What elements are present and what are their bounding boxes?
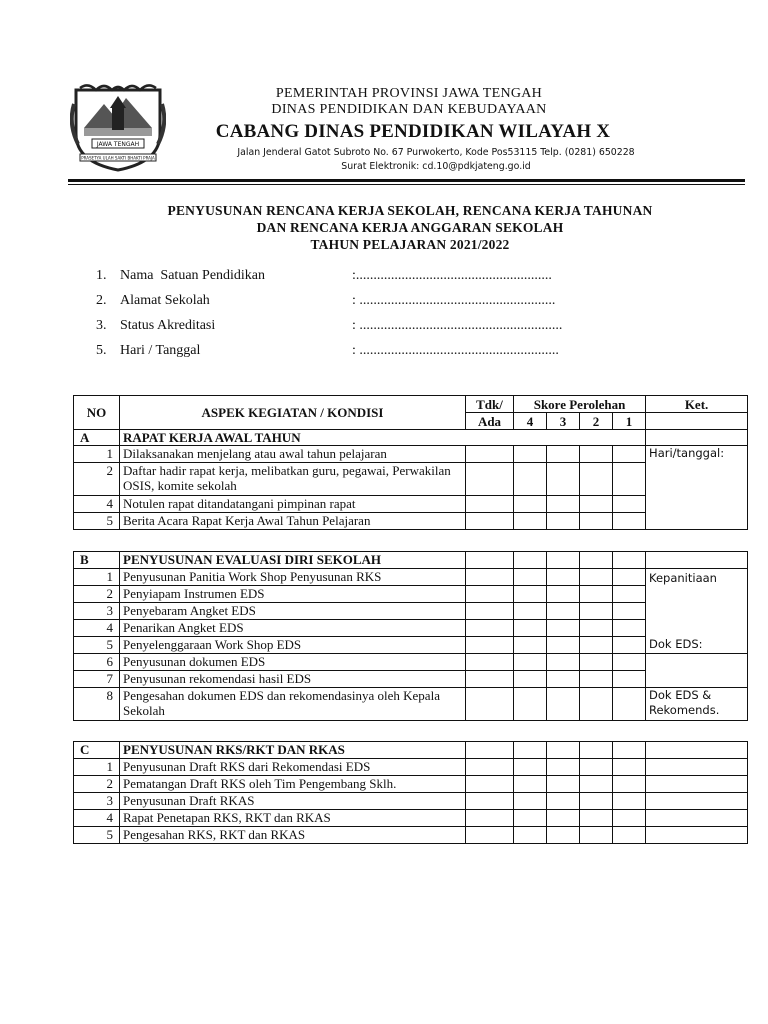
- section-title: RAPAT KERJA AWAL TAHUN: [120, 430, 646, 446]
- ket-cell[interactable]: [646, 827, 748, 844]
- assessment-table-c: [73, 741, 748, 844]
- ket-text: Kepanitiaan: [649, 571, 717, 585]
- tdk-ada-cell[interactable]: [466, 688, 514, 721]
- row-text: Rapat Penetapan RKS, RKT dan RKAS: [120, 810, 466, 827]
- ket-cell: [646, 552, 748, 569]
- ket-cell[interactable]: Dok EDS & Rekomends.: [646, 688, 748, 721]
- address-line: Jalan Jenderal Gatot Subroto No. 67 Purwokerto, Kode Pos53115 Telp. (0281) 650228: [237, 147, 635, 158]
- table-row: [74, 810, 748, 827]
- score-1-cell[interactable]: [613, 569, 646, 586]
- row-text: Pematangan Draft RKS oleh Tim Pengembang Sklh.: [120, 776, 466, 793]
- title-line-3: TAHUN PELAJARAN 2021/2022: [310, 237, 510, 252]
- tdk-ada-cell[interactable]: [466, 496, 514, 513]
- letterhead-rule-thin: [68, 184, 745, 185]
- score-1-cell: [613, 742, 646, 759]
- score-3-cell[interactable]: [547, 810, 580, 827]
- score-4-cell[interactable]: [514, 793, 547, 810]
- ket-cell: [646, 742, 748, 759]
- score-2-cell[interactable]: [580, 810, 613, 827]
- header-score-1: 1: [613, 413, 646, 430]
- score-4-cell[interactable]: [514, 496, 547, 513]
- email-line: Surat Elektronik: cd.10@pdkjateng.go.id: [341, 161, 531, 172]
- table-row: [74, 654, 748, 671]
- field-label: Nama Satuan Pendidikan: [120, 268, 266, 283]
- score-2-cell[interactable]: [580, 496, 613, 513]
- score-2-cell[interactable]: [580, 671, 613, 688]
- row-number: 5: [74, 827, 120, 844]
- section-letter: A: [74, 430, 120, 446]
- tdk-ada-cell[interactable]: [466, 654, 514, 671]
- score-2-cell[interactable]: [580, 793, 613, 810]
- row-number: 4: [74, 496, 120, 513]
- score-4-cell[interactable]: [514, 810, 547, 827]
- tdk-ada-cell[interactable]: [466, 759, 514, 776]
- score-3-cell[interactable]: [547, 776, 580, 793]
- table-row: [74, 759, 748, 776]
- row-text: Pengesahan RKS, RKT dan RKAS: [120, 827, 466, 844]
- score-4-cell[interactable]: [514, 446, 547, 463]
- score-2-cell[interactable]: [580, 654, 613, 671]
- score-4-cell[interactable]: [514, 603, 547, 620]
- tdk-ada-cell[interactable]: [466, 603, 514, 620]
- score-3-cell[interactable]: [547, 513, 580, 530]
- ket-cell[interactable]: [646, 759, 748, 776]
- ket-text: Dok EDS:: [649, 637, 703, 651]
- tdk-ada-cell: [466, 742, 514, 759]
- score-2-cell[interactable]: [580, 759, 613, 776]
- row-text: Penyusunan dokumen EDS: [120, 654, 466, 671]
- score-2-cell: [580, 742, 613, 759]
- tdk-ada-cell[interactable]: [466, 810, 514, 827]
- table-header-row: [74, 396, 748, 413]
- row-number: 2: [74, 463, 120, 496]
- header-skore: Skore Perolehan: [514, 396, 646, 413]
- score-3-cell[interactable]: [547, 446, 580, 463]
- row-text: Berita Acara Rapat Kerja Awal Tahun Pelajaran: [120, 513, 466, 530]
- score-4-cell[interactable]: [514, 671, 547, 688]
- score-2-cell[interactable]: [580, 620, 613, 637]
- header-score-3: 3: [547, 413, 580, 430]
- row-number: 3: [74, 603, 120, 620]
- score-1-cell[interactable]: [613, 586, 646, 603]
- title-line-2: DAN RENCANA KERJA ANGGARAN SEKOLAH: [256, 220, 564, 235]
- header-score-4: 4: [514, 413, 547, 430]
- score-1-cell[interactable]: [613, 463, 646, 496]
- row-text: Notulen rapat ditandatangani pimpinan rapat: [120, 496, 466, 513]
- score-1-cell[interactable]: [613, 620, 646, 637]
- row-number: 4: [74, 810, 120, 827]
- row-text: Pengesahan dokumen EDS dan rekomendasinya oleh Kepala Sekolah: [120, 688, 466, 721]
- score-2-cell[interactable]: [580, 446, 613, 463]
- field-number: 3.: [96, 318, 107, 333]
- tdk-ada-cell: [466, 552, 514, 569]
- ket-cell[interactable]: [646, 810, 748, 827]
- score-1-cell[interactable]: [613, 759, 646, 776]
- field-number: 2.: [96, 293, 107, 308]
- score-2-cell[interactable]: [580, 569, 613, 586]
- tdk-ada-cell[interactable]: [466, 671, 514, 688]
- row-number: 7: [74, 671, 120, 688]
- header-aspek: ASPEK KEGIATAN / KONDISI: [120, 396, 466, 430]
- score-3-cell[interactable]: [547, 586, 580, 603]
- score-2-cell[interactable]: [580, 463, 613, 496]
- document-title: [60, 202, 760, 253]
- tdk-ada-cell[interactable]: [466, 827, 514, 844]
- row-number: 5: [74, 637, 120, 654]
- score-3-cell: [547, 742, 580, 759]
- field-value[interactable]: :........................................................: [352, 268, 552, 283]
- row-text: Dilaksanakan menjelang atau awal tahun pelajaran: [120, 446, 466, 463]
- score-3-cell[interactable]: [547, 759, 580, 776]
- score-1-cell[interactable]: [613, 446, 646, 463]
- agency-name: DINAS PENDIDIKAN DAN KEBUDAYAAN: [271, 102, 547, 117]
- score-4-cell[interactable]: [514, 569, 547, 586]
- score-3-cell[interactable]: [547, 654, 580, 671]
- title-line-1: PENYUSUNAN RENCANA KERJA SEKOLAH, RENCANA KERJA TAHUNAN: [167, 203, 653, 218]
- field-label: Alamat Sekolah: [120, 293, 210, 308]
- field-value[interactable]: : .........................................................: [352, 343, 559, 358]
- section-letter: C: [74, 742, 120, 759]
- score-4-cell: [514, 552, 547, 569]
- score-1-cell[interactable]: [613, 637, 646, 654]
- row-text: Penyusunan Draft RKAS: [120, 793, 466, 810]
- tdk-ada-cell[interactable]: [466, 637, 514, 654]
- logo-text: JAWA TENGAH: [96, 141, 140, 148]
- score-4-cell[interactable]: [514, 513, 547, 530]
- row-text: Penyusunan rekomendasi hasil EDS: [120, 671, 466, 688]
- table-row: [74, 827, 748, 844]
- field-label: Status Akreditasi: [120, 318, 216, 333]
- ket-cell[interactable]: [646, 793, 748, 810]
- score-3-cell[interactable]: [547, 496, 580, 513]
- score-1-cell[interactable]: [613, 671, 646, 688]
- table-row: [74, 793, 748, 810]
- table-row: [74, 569, 748, 586]
- score-2-cell[interactable]: [580, 637, 613, 654]
- score-2-cell[interactable]: [580, 513, 613, 530]
- score-1-cell: [613, 552, 646, 569]
- ket-cell[interactable]: [646, 654, 748, 688]
- ket-cell-kepanitiaan[interactable]: [646, 569, 748, 654]
- field-value[interactable]: : ........................................................: [352, 293, 556, 308]
- field-label: Hari / Tanggal: [120, 343, 201, 358]
- table-row: [74, 776, 748, 793]
- score-3-cell[interactable]: [547, 637, 580, 654]
- tdk-ada-cell[interactable]: [466, 776, 514, 793]
- section-header-row: [74, 742, 748, 759]
- score-2-cell[interactable]: [580, 586, 613, 603]
- logo-motto: PRASETYA ULAH SAKTI BHAKTI PRAJA: [81, 155, 155, 161]
- row-number: 3: [74, 793, 120, 810]
- score-2-cell[interactable]: [580, 688, 613, 721]
- header-ket-blank: [646, 413, 748, 430]
- score-3-cell[interactable]: [547, 620, 580, 637]
- score-4-cell[interactable]: [514, 620, 547, 637]
- score-4-cell[interactable]: [514, 759, 547, 776]
- score-2-cell[interactable]: [580, 827, 613, 844]
- row-text: Penyusunan Panitia Work Shop Penyusunan RKS: [120, 569, 466, 586]
- ket-cell: [646, 430, 748, 446]
- score-2-cell: [580, 552, 613, 569]
- ket-cell[interactable]: Hari/tanggal:: [646, 446, 748, 530]
- section-header-row: [74, 552, 748, 569]
- score-3-cell: [547, 552, 580, 569]
- tdk-ada-cell[interactable]: [466, 446, 514, 463]
- score-1-cell[interactable]: [613, 688, 646, 721]
- score-1-cell[interactable]: [613, 513, 646, 530]
- jawa-tengah-emblem-logo: [70, 84, 166, 172]
- score-1-cell[interactable]: [613, 654, 646, 671]
- tdk-ada-cell[interactable]: [466, 463, 514, 496]
- score-4-cell[interactable]: [514, 637, 547, 654]
- row-text: Penyebaram Angket EDS: [120, 603, 466, 620]
- score-4-cell[interactable]: [514, 776, 547, 793]
- score-1-cell[interactable]: [613, 776, 646, 793]
- score-3-cell[interactable]: [547, 603, 580, 620]
- header-ada: Ada: [466, 413, 514, 430]
- field-number: 1.: [96, 268, 107, 283]
- score-3-cell[interactable]: [547, 688, 580, 721]
- letterhead: [180, 86, 660, 174]
- row-number: 2: [74, 586, 120, 603]
- field-number: 5.: [96, 343, 107, 358]
- assessment-table-b: [73, 551, 748, 721]
- score-3-cell[interactable]: [547, 671, 580, 688]
- tdk-ada-cell[interactable]: [466, 569, 514, 586]
- row-text: Penarikan Angket EDS: [120, 620, 466, 637]
- score-2-cell[interactable]: [580, 776, 613, 793]
- row-number: 1: [74, 759, 120, 776]
- tdk-ada-cell[interactable]: [466, 586, 514, 603]
- score-1-cell[interactable]: [613, 793, 646, 810]
- score-3-cell[interactable]: [547, 827, 580, 844]
- row-text: Penyusunan Draft RKS dari Rekomendasi EDS: [120, 759, 466, 776]
- section-title: PENYUSUNAN RKS/RKT DAN RKAS: [120, 742, 466, 759]
- score-1-cell[interactable]: [613, 810, 646, 827]
- tdk-ada-cell[interactable]: [466, 793, 514, 810]
- row-number: 5: [74, 513, 120, 530]
- assessment-table-a: [73, 395, 748, 530]
- score-4-cell: [514, 742, 547, 759]
- row-number: 1: [74, 446, 120, 463]
- score-4-cell[interactable]: [514, 827, 547, 844]
- header-no: NO: [74, 396, 120, 430]
- ket-cell[interactable]: [646, 776, 748, 793]
- row-number: 4: [74, 620, 120, 637]
- score-4-cell[interactable]: [514, 654, 547, 671]
- row-text: Penyiapam Instrumen EDS: [120, 586, 466, 603]
- branch-name: CABANG DINAS PENDIDIKAN WILAYAH X: [215, 121, 611, 142]
- row-number: 1: [74, 569, 120, 586]
- row-number: 6: [74, 654, 120, 671]
- header-tdk: Tdk/: [466, 396, 514, 413]
- table-row: [74, 688, 748, 721]
- header-score-2: 2: [580, 413, 613, 430]
- score-1-cell[interactable]: [613, 603, 646, 620]
- field-value[interactable]: : ..........................................................: [352, 318, 563, 333]
- score-3-cell[interactable]: [547, 463, 580, 496]
- row-text: Daftar hadir rapat kerja, melibatkan guru, pegawai, Perwakilan OSIS, komite sekolah: [120, 463, 466, 496]
- score-3-cell[interactable]: [547, 793, 580, 810]
- tdk-ada-cell[interactable]: [466, 513, 514, 530]
- row-text: Penyelenggaraan Work Shop EDS: [120, 637, 466, 654]
- table-row: [74, 446, 748, 463]
- section-header-row: [74, 430, 748, 446]
- section-letter: B: [74, 552, 120, 569]
- header-ket: Ket.: [646, 396, 748, 413]
- score-1-cell[interactable]: [613, 827, 646, 844]
- tdk-ada-cell[interactable]: [466, 620, 514, 637]
- score-4-cell[interactable]: [514, 586, 547, 603]
- letterhead-rule-thick: [68, 179, 745, 182]
- province-name: PEMERINTAH PROVINSI JAWA TENGAH: [275, 86, 543, 101]
- section-title: PENYUSUNAN EVALUASI DIRI SEKOLAH: [120, 552, 466, 569]
- score-4-cell[interactable]: [514, 688, 547, 721]
- row-number: 2: [74, 776, 120, 793]
- score-2-cell[interactable]: [580, 603, 613, 620]
- score-1-cell[interactable]: [613, 496, 646, 513]
- score-3-cell[interactable]: [547, 569, 580, 586]
- score-4-cell[interactable]: [514, 463, 547, 496]
- row-number: 8: [74, 688, 120, 721]
